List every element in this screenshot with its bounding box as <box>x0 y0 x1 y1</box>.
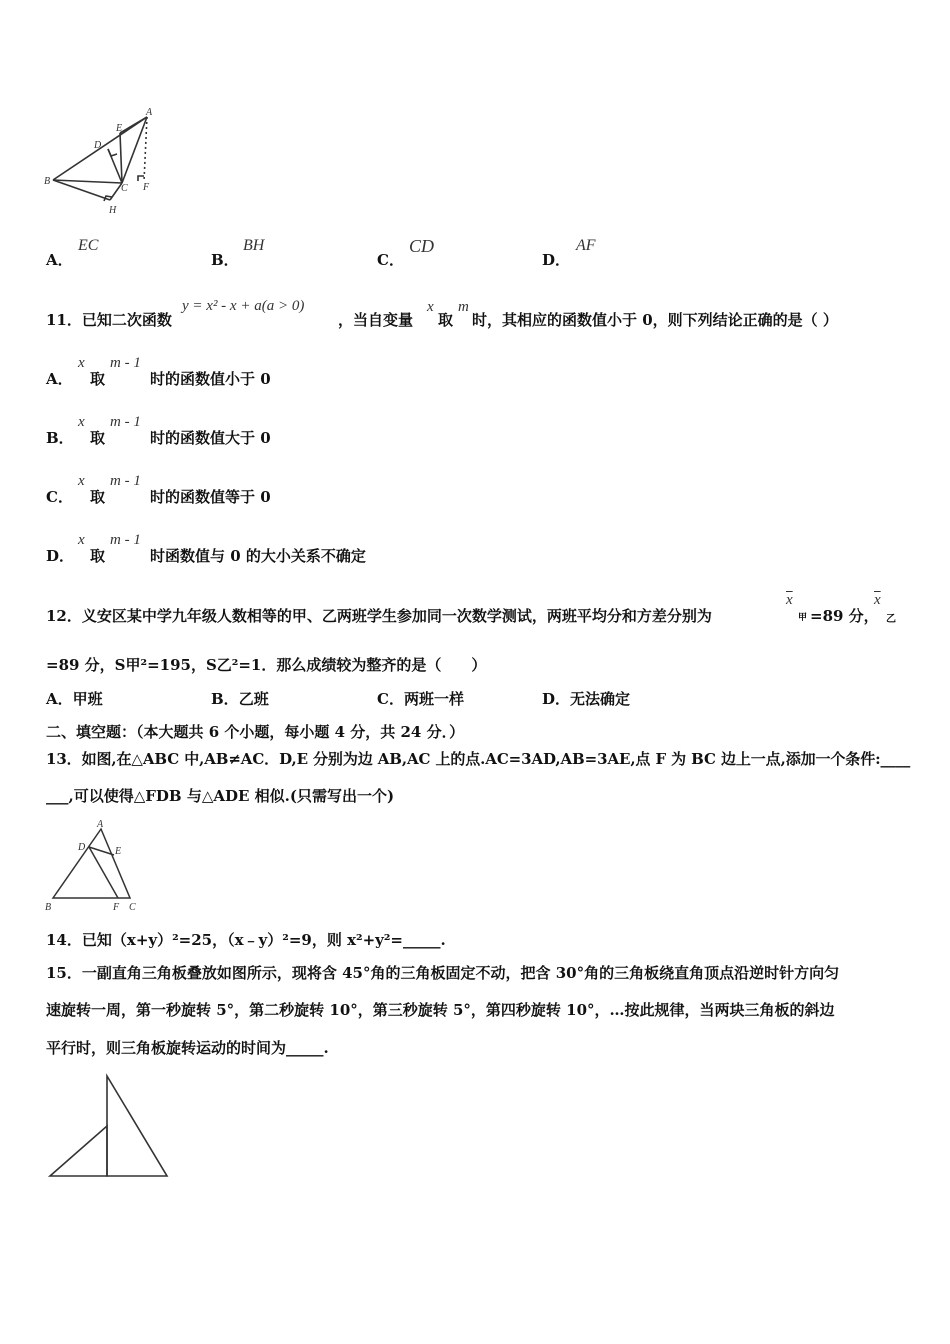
q12-sub-yi: 乙 <box>886 614 896 625</box>
q11-option-a-take: 取 <box>90 370 106 388</box>
q12-option-a[interactable] <box>46 688 103 709</box>
q11-suffix: 时，其相应的函数值小于 0，则下列结论正确的是（ ） <box>472 311 838 329</box>
q11-option-c-text: 时的函数值等于 0 <box>150 488 271 506</box>
q13-label-b: B <box>45 902 52 913</box>
q12-option-d-text: 无法确定 <box>570 690 631 708</box>
q13-label-a: A <box>97 819 104 830</box>
q10-label-e: E <box>116 123 123 134</box>
q13-label-d: D <box>78 842 86 853</box>
q11-var-x: x <box>427 299 434 315</box>
q11-option-d-take: 取 <box>90 547 106 565</box>
q13-line2: ___,可以使得△FDB 与△ADE 相似.(只需写出一个) <box>46 787 395 805</box>
q12-option-b-letter: B． <box>211 690 239 708</box>
q10-geometry-figure <box>40 105 170 225</box>
q12-option-b-text: 乙班 <box>238 690 269 708</box>
q10-label-b: B <box>44 176 51 187</box>
q11-mid1: ，当自变量 <box>338 311 414 329</box>
q10-option-d-letter[interactable]: D． <box>542 251 571 269</box>
q13-line1: 13．如图,在△ABC 中,AB≠AC．D,E 分别为边 AB,AC 上的点.AC=3AD,AB=3AE,点 F 为 BC 边上一点,添加一个条件:____ <box>46 750 911 768</box>
q11-formula: y = x² - x + a(a > 0) <box>182 298 305 314</box>
q11-option-c-expr: m - 1 <box>110 473 141 489</box>
q12-option-a-text: 甲班 <box>72 690 103 708</box>
q12-option-a-letter: A． <box>46 690 73 708</box>
q12-option-d-letter: D． <box>542 690 571 708</box>
q11-option-b-text: 时的函数值大于 0 <box>150 429 271 447</box>
q10-option-b-value: BH <box>243 237 265 254</box>
q10-option-a-letter[interactable]: A． <box>46 251 73 269</box>
q15-set-squares-figure <box>45 1072 175 1184</box>
q11-var-m: m <box>458 299 469 315</box>
q10-label-a: A <box>146 107 153 118</box>
q11-option-d-letter: D． <box>46 547 75 565</box>
q12-option-c-text: 两班一样 <box>403 690 464 708</box>
q11-option-b-take: 取 <box>90 429 106 447</box>
q11-option-b-letter: B． <box>46 429 74 447</box>
q10-label-c: C <box>121 183 128 194</box>
q11-option-c-x: x <box>78 473 85 489</box>
q12-line1: 12．义安区某中学九年级人数相等的甲、乙两班学生参加同一次数学测试，两班平均分和方差分别为 <box>46 607 712 625</box>
q12-option-b[interactable] <box>211 688 269 709</box>
q10-label-h: H <box>109 205 117 216</box>
q14-text: 14．已知（x+y）²=25，（x﹣y）²=9，则 x²+y²=_____. <box>46 931 446 949</box>
q10-option-a-value: EC <box>78 237 99 254</box>
q11-option-d-x: x <box>78 532 85 548</box>
q10-option-c-value: CD <box>409 236 435 256</box>
q11-option-c-take: 取 <box>90 488 106 506</box>
q12-option-c-letter: C． <box>377 690 404 708</box>
q11-prefix: 11．已知二次函数 <box>46 311 172 329</box>
q11-option-b-expr: m - 1 <box>110 414 141 430</box>
q12-xbar-jia: $\overline{x}$ <box>786 592 793 608</box>
q15-line2: 速旋转一周，第一秒旋转 5°，第二秒旋转 10°，第三秒旋转 5°，第四秒旋转 10°，…按此规律，当两块三角板的斜边 <box>46 1001 835 1019</box>
q11-option-c-letter: C． <box>46 488 73 506</box>
q11-option-a-expr: m - 1 <box>110 355 141 371</box>
q12-xbar-yi: $\overline{x}$ <box>874 592 881 608</box>
q11-option-d-text: 时函数值与 0 的大小关系不确定 <box>150 547 366 565</box>
q13-label-f: F <box>113 902 120 913</box>
q15-line1: 15．一副直角三角板叠放如图所示，现将含 45°角的三角板固定不动，把含 30°角的三角板绕直角顶点沿逆时针方向匀 <box>46 964 840 982</box>
q12-option-c[interactable] <box>377 688 464 709</box>
q11-option-a-x: x <box>78 355 85 371</box>
q11-mid2: 取 <box>438 311 454 329</box>
q11-option-b-x: x <box>78 414 85 430</box>
q12-sub-jia: 甲 <box>798 613 808 623</box>
q10-option-b-letter[interactable]: B． <box>211 251 239 269</box>
q10-label-d: D <box>94 140 102 151</box>
q11-option-d-expr: m - 1 <box>110 532 141 548</box>
q11-option-a-letter: A． <box>46 370 73 388</box>
q15-line3: 平行时，则三角板旋转运动的时间为_____. <box>46 1039 329 1057</box>
q13-triangle-figure <box>42 818 142 913</box>
section-2-title: 二、填空题：（本大题共 6 个小题，每小题 4 分，共 24 分．） <box>46 723 465 741</box>
q13-label-c: C <box>129 902 136 913</box>
q10-label-f: F <box>143 182 150 193</box>
q10-option-c-letter[interactable]: C． <box>377 251 404 269</box>
q12-option-d[interactable] <box>542 688 630 709</box>
q11-option-a-text: 时的函数值小于 0 <box>150 370 271 388</box>
q10-option-d-value: AF <box>576 237 596 254</box>
q12-val-jia: =89 分， <box>810 607 879 625</box>
q12-line2: =89 分，S甲²=195，S乙²=1．那么成绩较为整齐的是（ ） <box>46 656 487 674</box>
q13-label-e: E <box>115 846 122 857</box>
